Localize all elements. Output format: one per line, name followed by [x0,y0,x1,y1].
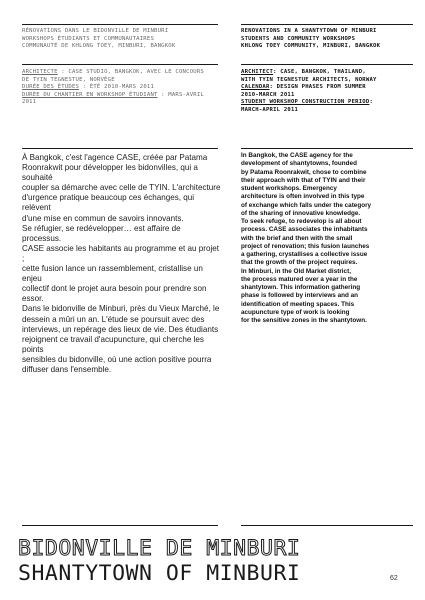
page-title-en: SHANTYTOWN OF MINBURI [18,561,301,586]
body-fr-line: diffuser dans l'ensemble. [22,364,112,374]
header-fr-line: WORKSHOPS ÉTUDIANTS ET COMMUNAUTAIRES [22,35,155,42]
header-en-line: STUDENTS AND COMMUNITY WORKSHOPS [241,35,356,42]
body-fr-line: d'urgence pratique beaucoup ces échanges, qui relèvent [22,193,195,213]
body-en-line: identification of meeting spaces. This [241,300,355,308]
credits-fr [22,69,218,107]
body-rule-right [241,148,413,149]
body-en-line: with the brief and then with the small [241,234,353,242]
body-fr-line: rejoignent ce travail d'acupuncture, qui cherche les points [22,334,204,354]
body-en-line: their approach with that of TYIN and their [241,176,366,184]
body-en-line: by Patama Roonrakwit, chose to combine [241,168,367,176]
credit-calendar [241,84,411,92]
top-rule-left [22,24,218,25]
body-text-en [241,152,413,325]
body-fr-line: d'une mise en commun de savoirs innovants. [22,213,184,223]
credit-architecte-label: ARCHITECTE [22,69,58,75]
body-en-line: In Minburi, in the Old Market district, [241,267,351,275]
body-en-line: development of shantytowns, founded [241,160,357,168]
credit-chantier-value: : MARS-AVRIL 2011 [22,91,204,106]
credit-architect-label: ARCHITECT [241,69,274,75]
body-en-line: student workshops. Emergency [241,185,337,192]
body-en-line: of exchange which falls under the category [241,201,372,209]
body-fr-line: dessein a mûri un an. L'étude se poursuit avec des [22,314,205,324]
body-en-line: In Bangkok, the CASE agency for the [241,152,353,159]
credit-architecte [22,69,218,77]
page-title-fr: BIDONVILLE DE MINBURI [18,536,301,561]
body-text-fr [22,153,222,375]
body-fr-line: À Bangkok, c'est l'agence CASE, créée par Patama [22,153,208,162]
credit-calendar-cont: 2010-MARCH 2011 [241,91,295,98]
body-fr-line: interviews, un repérage des lieux de vie. Des étudiants [22,324,219,334]
body-fr-line: collectif dont le projet aura besoin pour prendre son essor. [22,284,207,304]
body-fr-line: coupler sa démarche avec celle de TYIN. L'architecture [22,183,221,193]
header-fr-line: RÉNOVATIONS DANS LE BIDONVILLE DE MINBURI [22,28,169,34]
header-en-line: KHLONG TOEY COMMUNITY, MINBURI, BANGKOK [241,43,381,50]
credit-architecte-cont: DE TYIN TEGNESTUE, NORVÈGE [22,76,115,83]
body-en-line: shantytown. This information gathering [241,284,361,291]
credit-etudes [22,84,218,92]
mid-rule-left [22,64,218,65]
credit-architecte-value: : CASE STUDIO, BANGKOK, AVEC LE CONCOURS [57,69,204,75]
credit-chantier-label: DURÉE DU CHANTIER EN WORKSHOP ÉTUDIANT [22,91,158,98]
body-fr-line: CASE associe les habitants au programme et au projet ; [22,243,220,263]
body-fr-line: cette fusion lance un rassemblement, cristallise un enjeu [22,264,203,284]
body-fr-line: sensibles du bidonville, où une action positive pourra [22,354,212,364]
credit-calendar-label: CALENDAR [241,84,270,91]
body-en-line: for the sensitive zones in the shantytown. [241,317,367,324]
body-en-line: acupuncture type of work is looking [241,308,350,316]
credit-calendar-value: : DESIGN PHASES FROM SUMMER [269,84,366,91]
body-en-line: that the growth of the project requires. [241,259,358,267]
body-en-line: the process matured over a year in the [241,275,358,283]
body-en-line: To seek refuge, to redevelop is all about [241,218,362,225]
body-fr-line: Roonrakwit pour développer les bidonvilles, qui a souhaité [22,163,198,183]
credit-workshop-label: STUDENT WORKSHOP CONSTRUCTION PERIOD [241,99,370,106]
credit-etudes-value: : ÉTÉ 2010-MARS 2011 [79,84,155,91]
credit-architect-cont: WITH TYIN TEGNESTUE ARCHITECTS, NORWAY [241,76,377,83]
credit-etudes-label: DURÉE DES ÉTUDES [22,84,80,91]
header-fr-line: COMMUNAUTÉ DE KHLONG TOEY, MINBURI, BANGKOK [22,43,176,50]
credits-en [241,69,411,115]
credit-chantier [22,92,218,107]
header-en [241,28,411,51]
credit-workshop-cont: MARCH-APRIL 2011 [241,106,299,113]
body-en-line: of the sharing of innovative knowledge. [241,209,361,217]
header-fr [22,28,218,51]
body-en-line: process. CASE associates the inhabitants [241,226,368,234]
credit-workshop-value: : [369,99,374,106]
body-en-line: phase is followed by interviews and an [241,292,359,300]
credit-workshop [241,99,411,107]
bottom-rule-right [241,525,413,526]
top-rule-right [241,24,413,25]
body-fr-line: Se réfugier, se redévelopper… est affaire de processus. [22,223,181,243]
credit-architect [241,69,411,77]
body-en-line: architecture is often involved in this type [241,193,365,201]
body-rule-left [22,148,218,149]
body-en-line: a gathering, crystallises a collective issue [241,251,368,258]
bottom-rule-left [22,525,218,526]
mid-rule-right [241,64,413,65]
header-en-line: RENOVATIONS IN A SHANTYTOWN OF MINBURI [241,28,377,34]
body-en-line: project of renovation; this fusion launches [241,242,370,250]
page-number: 62 [390,575,398,582]
body-fr-line: Dans le bidonville de Minburi, près du Vieux Marché, le [22,304,220,314]
credit-architect-value: : CASE, BANGKOK, THAILAND, [273,69,366,75]
